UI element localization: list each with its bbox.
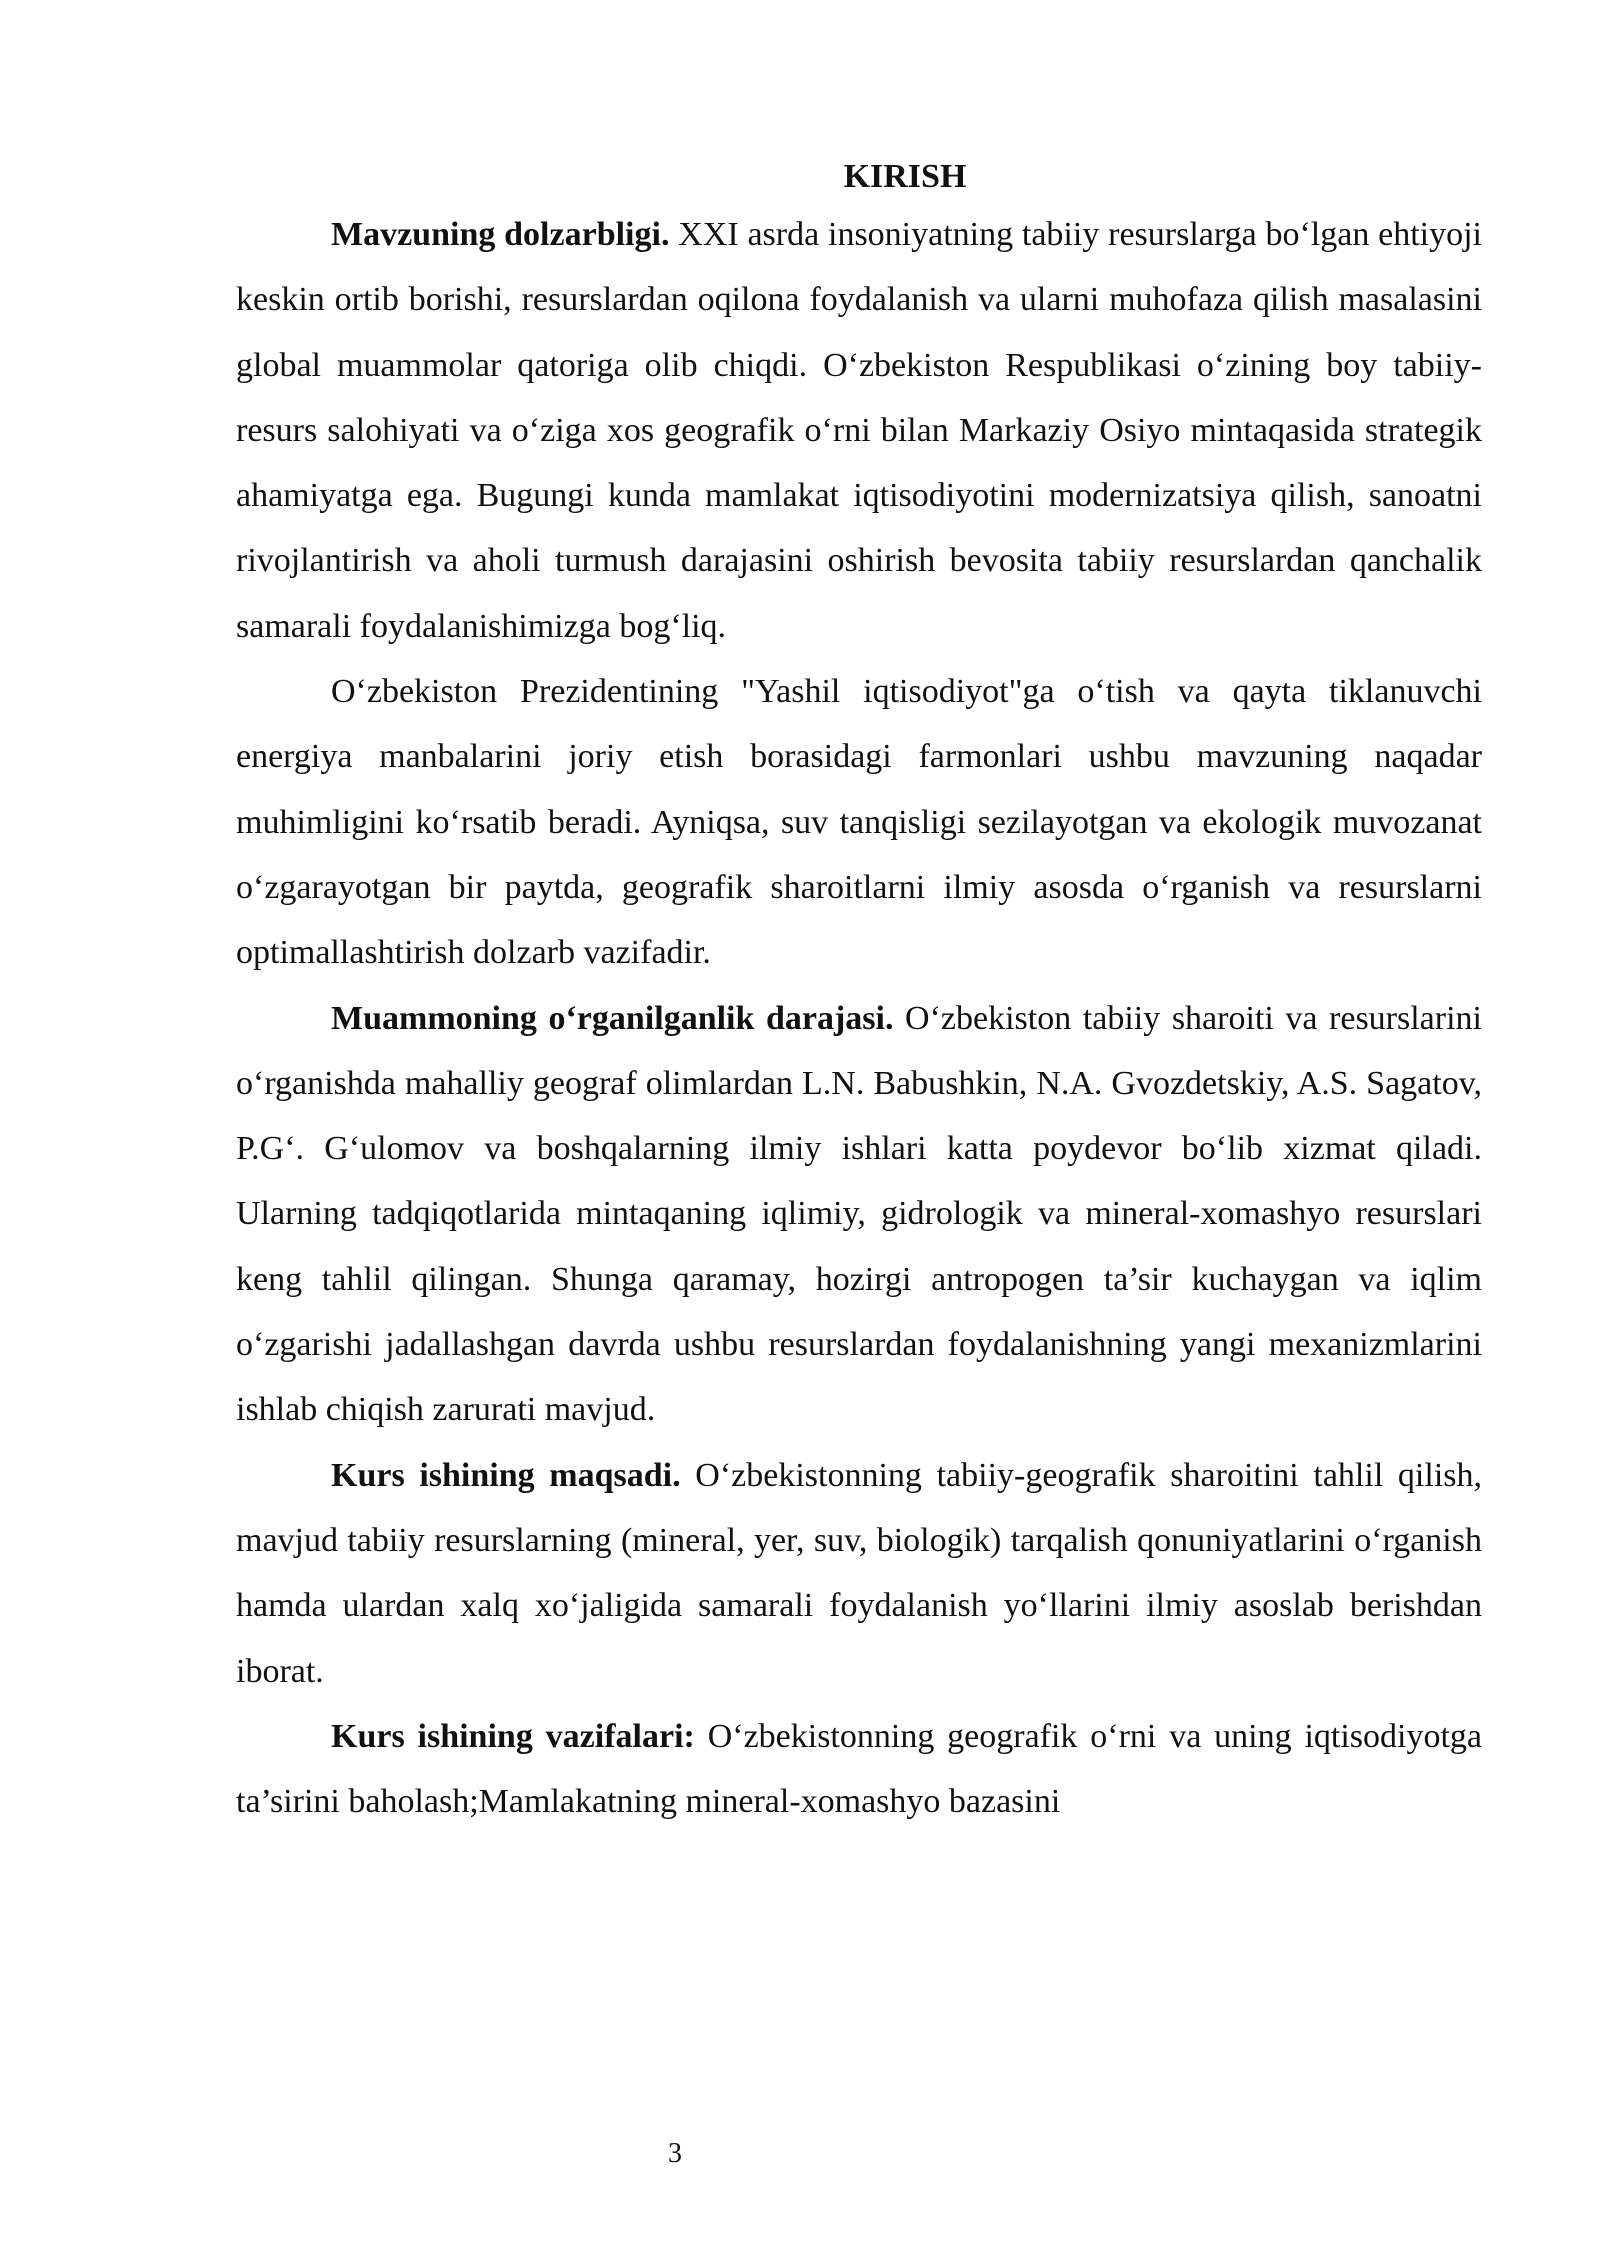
page-number: 3 xyxy=(668,2138,682,2169)
paragraph-relevance xyxy=(236,202,1482,659)
paragraph-text: O‘zbekistonning geografik o‘rni va uning iqtisodiyotga ta’sirini baholash;Mamlakatning mineral-xomashyo bazasini xyxy=(236,1717,1482,1821)
paragraph-lead: Kurs ishining vazifalari: xyxy=(331,1717,695,1755)
paragraph-lead: Kurs ishining maqsadi. xyxy=(331,1456,681,1494)
paragraph-lead: Mavzuning dolzarbligi. xyxy=(331,216,670,253)
paragraph-text: O‘zbekistonning tabiiy-geografik sharoitini tahlil qilish, mavjud tabiiy resurslarning (mineral, yer, suv, biologik) tarqalish qonuniyatlarini o‘rganish hamda ulardan xalq xo‘jaligida samarali foydalanish yo‘llarini ilmiy asoslab berishdan iborat. xyxy=(236,1456,1483,1690)
paragraph-text: O‘zbekiston Prezidentining "Yashil iqtisodiyot"ga o‘tish va qayta tiklanuvchi energiya manbalarini joriy etish borasidagi farmonlari ushbu mavzuning naqadar muhimligini ko‘rsatib beradi. Ayniqsa, suv tanqisligi sezilayotgan va ekologik muvozanat o‘zgarayotgan bir paytda, geografik sharoitlarni ilmiy asosda o‘rganish va resurslarni optimallashtirish dolzarb vazifadir. xyxy=(236,673,1482,972)
paragraph-text: O‘zbekiston tabiiy sharoiti va resurslarini o‘rganishda mahalliy geograf olimlardan L.N. Babushkin, N.A. Gvozdetskiy, A.S. Sagatov, P.G‘. G‘ulomov va boshqalarning ilmiy ishlari katta poydevor bo‘lib xizmat qiladi. Ularning tadqiqotlarida mintaqaning iqlimiy, gidrologik va mineral-xomashyo resurslari keng tahlil qilingan. Shunga qaramay, hozirgi antropogen ta’sir kuchaygan va iqlim o‘zgarishi jadallashgan davrda ushbu resurslardan foydalanishning yangi mexanizmlarini ishlab chiqish zarurati mavjud. xyxy=(236,999,1482,1429)
paragraph-research-level xyxy=(236,986,1482,1443)
page-heading: KIRISH xyxy=(843,158,967,195)
paragraph-green-economy xyxy=(236,659,1482,985)
page-content xyxy=(236,152,1482,1834)
paragraph-lead: Muammoning o‘rganilganlik darajasi. xyxy=(331,999,894,1037)
paragraph-tasks xyxy=(236,1704,1482,1835)
paragraph-text: XXI asrda insoniyatning tabiiy resurslarga bo‘lgan ehtiyoji keskin ortib borishi, resurslardan oqilona foydalanish va ularni muhofaza qilish masalasini global muammolar qatoriga olib chiqdi. O‘zbekiston Respublikasi o‘zining boy tabiiy-resurs salohiyati va o‘ziga xos geografik o‘rni bilan Markaziy Osiyo mintaqasida strategik ahamiyatga ega. Bugungi kunda mamlakat iqtisodiyotini modernizatsiya qilish, sanoatni rivojlantirish va aholi turmush darajasini oshirish bevosita tabiiy resurslardan qanchalik samarali foydalanishimizga bog‘liq. xyxy=(236,216,1482,645)
paragraph-goal xyxy=(236,1443,1482,1704)
